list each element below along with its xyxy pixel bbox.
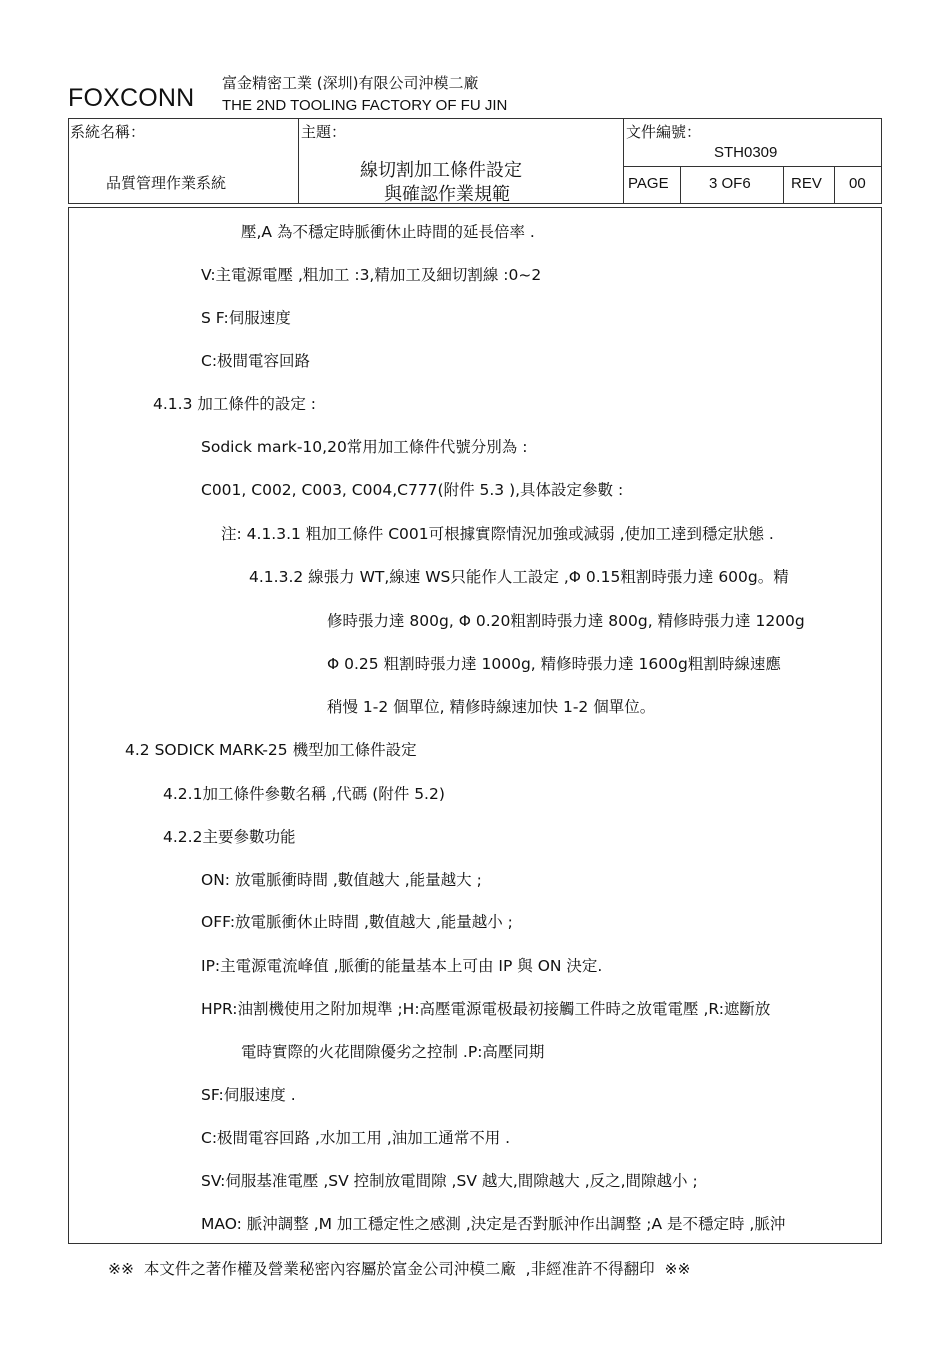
note-line: 4.1.3.2 線張力 WT,線速 WS只能作人工設定 ,Φ 0.15粗割時張力達 600g。精 [249,568,789,586]
subject-line-1: 線切割加工條件設定 [360,160,522,181]
text-line: SV:伺服基准電壓 ,SV 控制放電間隙 ,SV 越大,間隙越大 ,反之,間隙越小 ; [201,1172,698,1190]
text-line: 壓,A 為不穩定時脈衝休止時間的延長倍率 . [241,223,535,241]
page-value: 3 OF6 [709,175,751,192]
note-line: 注: 4.1.3.1 粗加工條件 C001可根據實際情況加強或減弱 ,使加工達到穩定狀態 . [221,525,774,543]
text-line: V:主電源電壓 ,粗加工 :3,精加工及細切割線 :0~2 [201,266,542,284]
text-line: S F:伺服速度 [201,309,291,327]
section-heading: 4.2 SODICK MARK-25 機型加工條件設定 [125,741,417,759]
section-heading: 4.2.2主要參數功能 [163,828,296,846]
company-logo: FOXCONN [68,84,195,112]
text-line: HPR:油割機使用之附加規準 ;H:高壓電源電极最初接觸工件時之放電電壓 ,R:遮斷放 [201,1000,771,1018]
subject-line-2: 與確認作業規範 [384,184,510,205]
text-line: C001, C002, C003, C004,C777(附件 5.3 ),具体設定參數 : [201,481,624,499]
note-line: 修時張力達 800g, Φ 0.20粗割時張力達 800g, 精修時張力達 1200g [327,612,805,630]
text-line: ON: 放電脈衝時間 ,數值越大 ,能量越大 ; [201,871,482,889]
document-body [68,207,882,1244]
text-line: 電時實際的火花間隙優劣之控制 .P:高壓同期 [241,1043,545,1061]
note-line: 稍慢 1-2 個單位, 精修時線速加快 1-2 個單位。 [327,698,656,716]
text-line: MAO: 脈沖調整 ,M 加工穩定性之感測 ,決定是否對脈沖作出調整 ;A 是不穩定時 ,脈沖 [201,1215,786,1233]
text-line: OFF:放電脈衝休止時間 ,數值越大 ,能量越小 ; [201,913,513,931]
rev-value: 00 [849,175,866,192]
system-name-value: 品質管理作業系統 [106,174,227,192]
document-number-value: STH0309 [714,144,778,161]
page-label: PAGE [628,175,669,192]
rev-label: REV [791,175,822,192]
company-name-cn: 富金精密工業 (深圳)有限公司沖模二廠 [222,74,479,92]
note-line: Φ 0.25 粗割時張力達 1000g, 精修時張力達 1600g粗割時線速應 [327,655,781,673]
section-heading: 4.1.3 加工條件的設定 : [153,395,317,413]
text-line: IP:主電源電流峰值 ,脈衝的能量基本上可由 IP 與 ON 決定. [201,957,603,975]
subject-label: 主題： [301,123,347,141]
text-line: C:极間電容回路 [201,352,311,370]
document-number-label: 文件編號： [626,123,702,141]
copyright-notice: ※※ 本文件之著作權及營業秘密內容屬於富金公司沖模二廠 ,非經准許不得翻印 ※※ [108,1260,691,1278]
system-name-label: 系統名稱： [70,123,146,141]
text-line: SF:伺服速度 . [201,1086,296,1104]
company-name-en: THE 2ND TOOLING FACTORY OF FU JIN [222,97,508,114]
document-header-table [68,118,882,204]
text-line: C:极間電容回路 ,水加工用 ,油加工通常不用 . [201,1129,511,1147]
section-heading: 4.2.1加工條件參數名稱 ,代碼 (附件 5.2) [163,785,445,803]
text-line: Sodick mark-10,20常用加工條件代號分別為 : [201,438,528,456]
